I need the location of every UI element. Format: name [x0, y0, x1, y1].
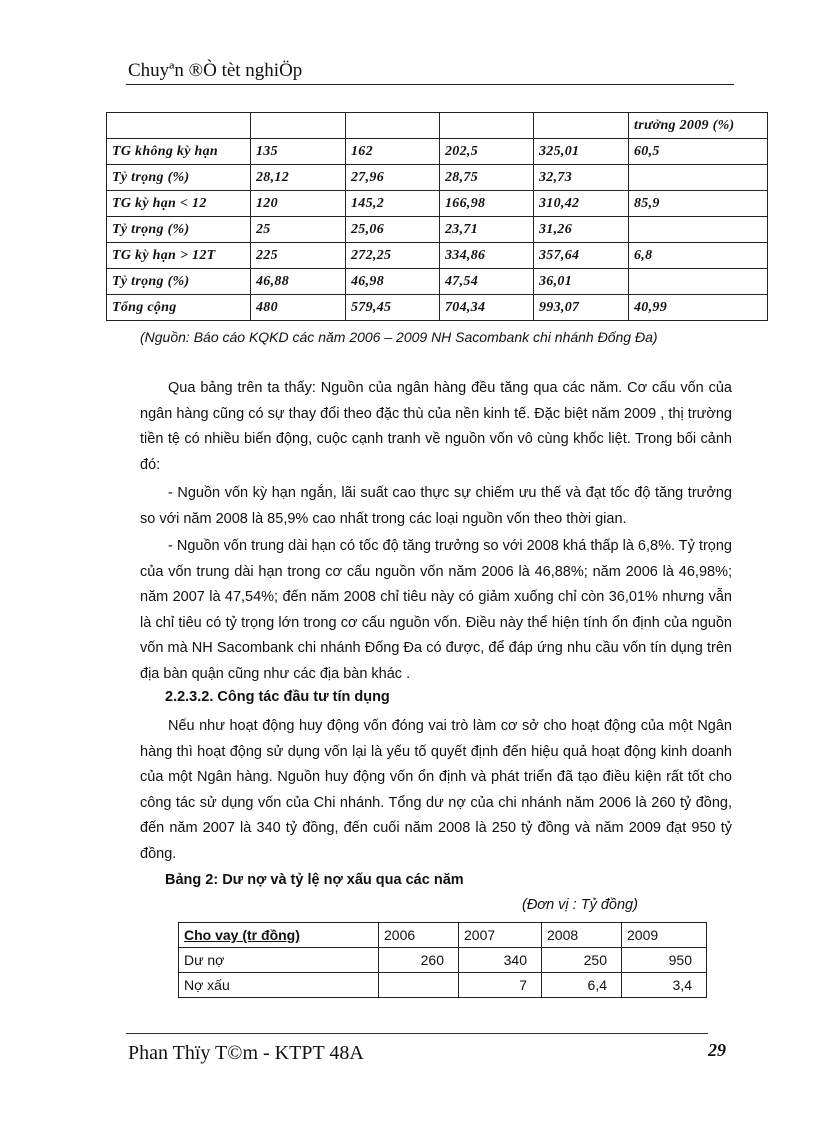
table-cell: 25 [251, 217, 346, 243]
section-heading: 2.2.3.2. Công tác đầu tư tín dụng [165, 689, 390, 705]
paragraph-short-term: - Nguồn vốn kỳ hạn ngắn, lãi suất cao thực sự chiếm ưu thế và đạt tốc độ tăng trưởng so với năm 2008 là 85,9% cao nhất trong các loại nguồn vốn theo thời gian. [140, 485, 732, 527]
table-cell: 6,8 [629, 243, 768, 269]
table-cell: 310,42 [534, 191, 629, 217]
header-cell: 2007 [459, 923, 542, 948]
table-cell: 47,54 [440, 269, 534, 295]
table-cell: 85,9 [629, 191, 768, 217]
table-cell: 3,4 [622, 973, 707, 998]
table-row [107, 139, 768, 165]
page-header-title: Chuyªn ®Ò tèt nghiÖp [128, 60, 303, 81]
row-label-cell: Tổng cộng [107, 295, 251, 321]
table-row [107, 191, 768, 217]
table-cell: 145,2 [346, 191, 440, 217]
table-header-row [179, 923, 707, 948]
table-cell [251, 113, 346, 139]
table-cell: 480 [251, 295, 346, 321]
table-source-note: (Nguồn: Báo cáo KQKD các năm 2006 – 2009 NH Sacombank chi nhánh Đống Đa) [140, 329, 658, 345]
row-label-cell: TG kỳ hạn > 12T [107, 243, 251, 269]
table-row [107, 243, 768, 269]
table-cell: 260 [379, 948, 459, 973]
table-cell: 32,73 [534, 165, 629, 191]
table-cell: 7 [459, 973, 542, 998]
table-cell: 23,71 [440, 217, 534, 243]
table-cell: 272,25 [346, 243, 440, 269]
table2-unit: (Đơn vị : Tỷ đồng) [522, 897, 638, 913]
table-cell: 28,12 [251, 165, 346, 191]
footer-author: Phan Thïy T©m - KTPT 48A [128, 1042, 364, 1064]
table-cell: 579,45 [346, 295, 440, 321]
row-label-cell: Tỷ trọng (%) [107, 217, 251, 243]
paragraph-credit: Nếu như hoạt động huy động vốn đóng vai trò làm cơ sở cho hoạt động của một Ngân hàng thì hoạt động sử dụng vốn lại là yếu tố quyết định đến hiệu quả hoạt động kinh doanh của một Ngân hàng. Nguồn huy động vốn ổn định và phát triển đã tạo điều kiện rất tốt cho công tác sử dụng vốn của Chi nhánh. Tổng dư nợ của chi nhánh năm 2006 là 260 tỷ đồng, đến năm 2007 là 340 tỷ đồng, đến cuối năm 2008 là 250 tỷ đồng và năm 2009 đạt 950 tỷ đồng. [140, 718, 732, 862]
table-cell: 334,86 [440, 243, 534, 269]
header-cell: Cho vay (tr đồng) [179, 923, 379, 948]
table-row [107, 295, 768, 321]
table-cell: 325,01 [534, 139, 629, 165]
table-cell: 25,06 [346, 217, 440, 243]
funding-structure-table [106, 112, 768, 321]
table-cell: 166,98 [440, 191, 534, 217]
table-row [107, 113, 768, 139]
table-cell: 357,64 [534, 243, 629, 269]
row-label-cell: Tỷ trọng (%) [107, 165, 251, 191]
table-cell [440, 113, 534, 139]
table-cell: 950 [622, 948, 707, 973]
table-cell: 162 [346, 139, 440, 165]
header-divider [126, 84, 734, 85]
table-row [179, 973, 707, 998]
header-cell: 2008 [542, 923, 622, 948]
table-cell [629, 217, 768, 243]
table-cell: 46,98 [346, 269, 440, 295]
table-cell: trưởng 2009 (%) [629, 113, 768, 139]
table-cell: 60,5 [629, 139, 768, 165]
table2-title: Bảng 2: Dư nợ và tỷ lệ nợ xấu qua các năm [165, 872, 464, 888]
table-cell [346, 113, 440, 139]
table-cell: 135 [251, 139, 346, 165]
row-label-cell: TG kỳ hạn < 12 [107, 191, 251, 217]
paragraph-summary: Qua bảng trên ta thấy: Nguồn của ngân hàng đều tăng qua các năm. Cơ cấu vốn của ngân hàng cũng có sự thay đổi theo đặc thù của nền kinh tế. Đặc biệt năm 2009 , thị trường tiền tệ có nhiều biến động, cuộc cạnh tranh về nguồn vốn vô cùng khốc liệt. Trong bối cảnh đó: [140, 380, 732, 473]
table-cell [534, 113, 629, 139]
table-cell [629, 165, 768, 191]
row-label-cell [107, 113, 251, 139]
table-cell: 340 [459, 948, 542, 973]
table-cell [629, 269, 768, 295]
table-cell: 993,07 [534, 295, 629, 321]
table-cell: 6,4 [542, 973, 622, 998]
table-cell: 27,96 [346, 165, 440, 191]
table-cell: 120 [251, 191, 346, 217]
footer-divider [126, 1033, 708, 1034]
table-row [179, 948, 707, 973]
table-row [107, 269, 768, 295]
table-cell: 36,01 [534, 269, 629, 295]
table-cell: 40,99 [629, 295, 768, 321]
header-cell: 2006 [379, 923, 459, 948]
table-row [107, 217, 768, 243]
table-row [107, 165, 768, 191]
table-cell: 225 [251, 243, 346, 269]
table-cell: 31,26 [534, 217, 629, 243]
table-cell: 46,88 [251, 269, 346, 295]
loan-table [178, 922, 707, 998]
row-label-cell: Dư nợ [179, 948, 379, 973]
row-label-cell: Tỷ trọng (%) [107, 269, 251, 295]
table-cell: 28,75 [440, 165, 534, 191]
row-label-cell: Nợ xấu [179, 973, 379, 998]
table-cell [379, 973, 459, 998]
page-number: 29 [708, 1040, 726, 1060]
table-cell: 704,34 [440, 295, 534, 321]
paragraph-long-term: - Nguồn vốn trung dài hạn có tốc độ tăng trưởng so với 2008 khá thấp là 6,8%. Tỷ trọng của vốn trung dài hạn trong cơ cấu nguồn vốn năm 2006 là 46,88%; năm 2006 là 46,98%; năm 2007 là 47,54%; đến năm 2008 chỉ tiêu này có giảm xuống chỉ còn 36,01% nhưng vẫn là chỉ tiêu có tỷ trọng lớn trong cơ cấu nguồn vốn. Điều này thể hiện tính ổn định của nguồn vốn mà NH Sacombank chi nhánh Đống Đa có được, để đáp ứng nhu cầu vốn tín dụng trên địa bàn quận cũng như các địa bàn khác . [140, 538, 732, 682]
header-cell: 2009 [622, 923, 707, 948]
row-label-cell: TG không kỳ hạn [107, 139, 251, 165]
table-cell: 202,5 [440, 139, 534, 165]
table-cell: 250 [542, 948, 622, 973]
